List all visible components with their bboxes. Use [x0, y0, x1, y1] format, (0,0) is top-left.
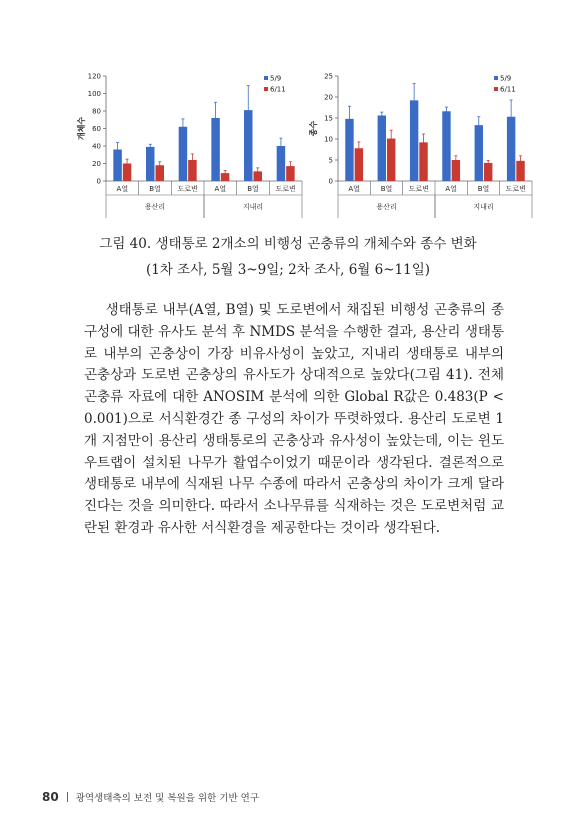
abundance-chart	[72, 70, 304, 220]
category-label: B열	[380, 185, 393, 193]
category-label: 도로변	[275, 185, 296, 193]
category-label: B열	[149, 185, 161, 193]
y-tick-label: 20	[324, 93, 333, 102]
y-tick-label: 40	[92, 142, 101, 151]
y-tick-label: 100	[87, 90, 101, 98]
y-tick-label: 10	[324, 135, 333, 144]
category-label: 도로변	[408, 185, 429, 193]
page-number: 80	[42, 790, 59, 804]
group-label: 지내리	[473, 203, 494, 211]
y-tick-label: 20	[92, 160, 101, 168]
category-label: A열	[116, 185, 129, 193]
legend-swatch	[494, 76, 498, 80]
bar-5/9	[442, 111, 450, 181]
legend-swatch	[264, 76, 268, 80]
category-label: A열	[214, 185, 227, 193]
bar-5/9	[179, 127, 187, 181]
figure-caption-subtitle: (1차 조사, 5월 3~9일; 2차 조사, 6월 6~11일)	[145, 262, 431, 278]
group-label: 지내리	[242, 203, 264, 211]
y-axis-label: 종수	[309, 120, 318, 137]
category-label: B열	[477, 185, 490, 193]
y-axis-label: 개체수	[77, 116, 86, 141]
bar-5/9	[146, 147, 154, 181]
legend-swatch	[494, 87, 498, 91]
species-richness-chart	[304, 70, 534, 220]
category-label: A열	[348, 185, 360, 193]
legend-label: 6/11	[500, 85, 516, 94]
legend-label: 5/9	[270, 74, 282, 83]
category-label: A열	[445, 185, 457, 193]
abundance-chart-svg	[72, 70, 304, 220]
group-label: 용산리	[376, 203, 397, 211]
page-footer	[42, 790, 259, 804]
bar-6/11	[484, 163, 492, 181]
y-tick-label: 0	[328, 177, 333, 186]
running-title: 광역생태축의 보전 및 복원을 위한 기반 연구	[75, 793, 260, 804]
footer-divider	[67, 792, 68, 802]
y-tick-label: 60	[92, 125, 101, 133]
y-tick-label: 80	[92, 107, 101, 116]
figure-caption: 그림 40. 생태통로 2개소의 비행성 곤충류의 개체수와 종수 변화	[99, 236, 477, 252]
bar-5/9	[378, 115, 386, 181]
y-tick-label: 5	[328, 156, 333, 165]
y-tick-label: 15	[324, 114, 333, 123]
category-label: 도로변	[505, 185, 526, 193]
legend-label: 5/9	[500, 74, 512, 83]
y-tick-label: 0	[96, 177, 101, 186]
category-label: 도로변	[177, 185, 198, 193]
legend-swatch	[264, 87, 268, 91]
body-text	[84, 300, 504, 540]
species-richness-chart-svg	[304, 70, 534, 220]
category-label: B열	[247, 185, 259, 193]
legend-label: 6/11	[270, 85, 286, 94]
y-tick-label: 120	[87, 72, 101, 81]
group-label: 용산리	[144, 203, 166, 211]
y-tick-label: 25	[324, 72, 333, 81]
body-paragraph: 생태통로 내부(A열, B열) 및 도로변에서 채집된 비행성 곤충류의 종 구성에 대한 유사도 분석 후 NMDS 분석을 수행한 결과, 용산리 생태통로 내부의 곤충상이 가장 비유사성이 높았고, 지내리 생태통로 내부의 곤충상과 도로변 곤충상의 유사도가 상대적으로 높았다(그림 41). 전체 곤충류 자료에 대한 ANOSIM 분석에 의한 Global R값은 0.483(P < 0.001)으로 서식환경간 종 구성의 차이가 뚜렷하였다. 용산리 도로변 1개 지점만이 용산리 생태통로의 곤충상과 유사성이 높았는데, 이는 윈도우트랩이 설치된 나무가 활엽수이었기 때문이라 생각된다. 결론적으로 생태통로 내부에 식재된 나무 수종에 따라서 곤충상의 차이가 크게 달라진다는 것을 의미한다. 따라서 소나무류를 식재하는 것은 도로변처럼 교란된 환경과 유사한 서식환경을 제공한다는 것이라 생각된다.	[84, 302, 504, 536]
